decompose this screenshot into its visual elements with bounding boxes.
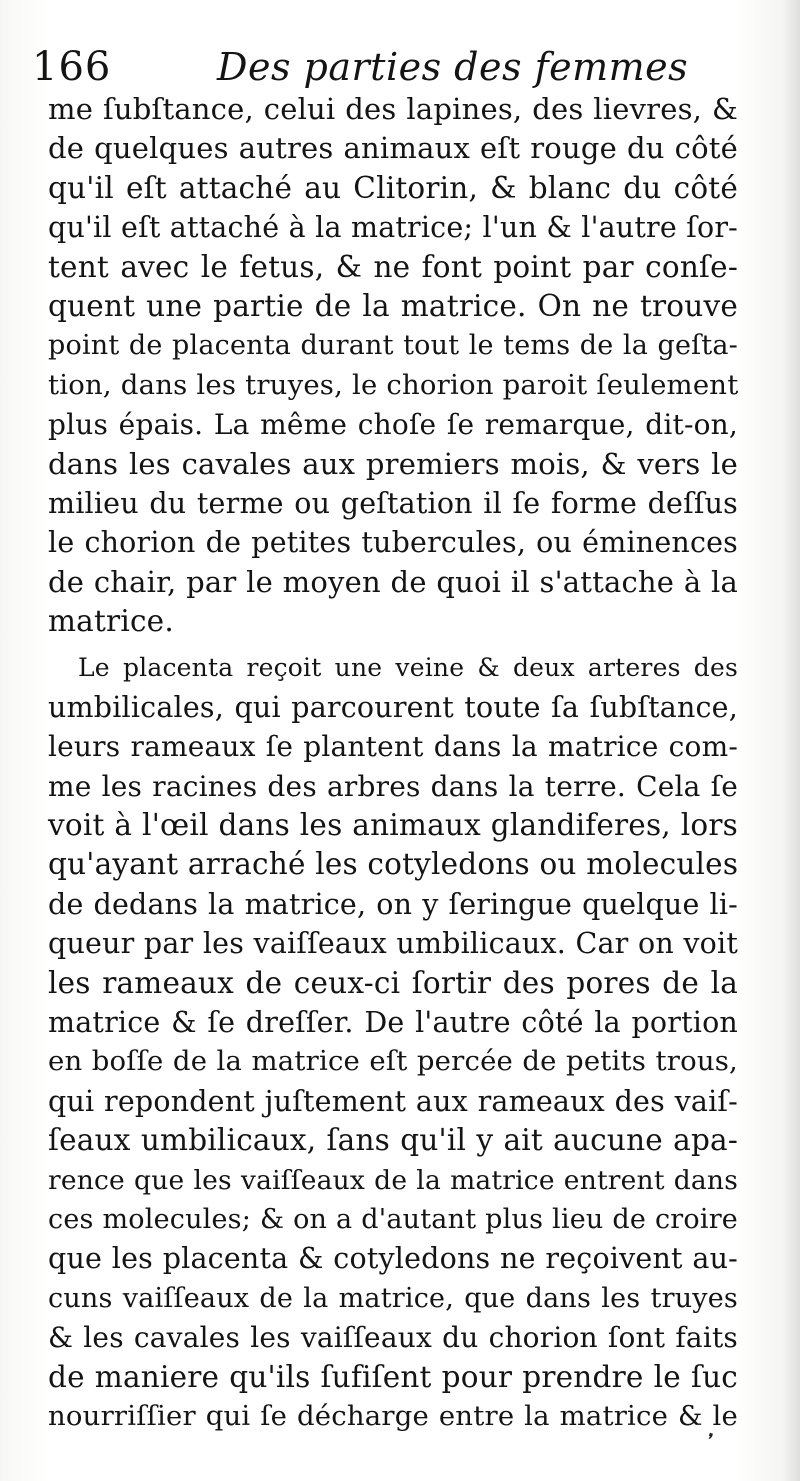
text-line: voit à l'œil dans les animaux glandiferes, lors bbox=[48, 808, 738, 843]
text-line: umbilicales, qui parcourent toute ſa ſubſtance, bbox=[48, 690, 738, 724]
text-line: queur par les vaiſſeaux umbilicaux. Car on voit bbox=[48, 927, 738, 961]
paragraph-1 bbox=[48, 90, 738, 641]
text-line: nourriſſier qui ſe décharge entre la matrice & le bbox=[48, 1399, 738, 1432]
text-line: qu'ayant arraché les cotyledons ou molecules bbox=[48, 847, 739, 882]
body-text bbox=[48, 90, 738, 1436]
text-line: cuns vaiſſeaux de la matrice, que dans les truyes bbox=[48, 1282, 738, 1314]
text-line: qu'il eſt attaché à la matrice; l'un & l'autre ſor- bbox=[48, 211, 738, 245]
text-line: tion, dans les truyes, le chorion paroit ſeulement bbox=[48, 368, 739, 401]
text-line: me les racines des arbres dans la terre. Cela ſe bbox=[48, 769, 738, 803]
text-line: de chair, par le moyen de quoi il s'attache à la bbox=[48, 564, 738, 599]
text-line: qu'il eſt attaché au Clitorin, & blanc du côté bbox=[48, 170, 738, 205]
paragraph-2 bbox=[48, 648, 738, 1436]
text-line: matrice. bbox=[48, 604, 174, 639]
text-line: qui repondent juſtement aux rameaux des vaiſ- bbox=[48, 1084, 738, 1118]
text-line: & les cavales les vaiſſeaux du chorion ſont faits bbox=[48, 1321, 738, 1355]
text-line: me ſubſtance, celui des lapines, des lievres, & bbox=[48, 92, 738, 126]
text-line: Le placenta reçoit une veine & deux arteres des bbox=[78, 653, 738, 683]
text-line: matrice & ſe dreſſer. De l'autre côté la portion bbox=[48, 1005, 738, 1039]
text-line: leurs rameaux ſe plantent dans la matrice com- bbox=[48, 730, 738, 764]
text-line: le chorion de petites tubercules, ou éminences bbox=[48, 526, 738, 560]
text-line: point de placenta durant tout le tems de la geſta- bbox=[48, 330, 738, 362]
paragraph-gap bbox=[48, 641, 738, 648]
page-number: 166 bbox=[32, 44, 112, 90]
text-line: les rameaux de ceux-ci ſortir des pores de la bbox=[48, 965, 738, 1000]
text-line: dans les cavales aux premiers mois, & vers le bbox=[48, 446, 738, 481]
running-title: Des parties des femmes bbox=[217, 45, 689, 89]
text-line: milieu du terme ou geſtation il ſe forme deſſus bbox=[48, 486, 738, 520]
page-edge-shadow bbox=[782, 0, 800, 1481]
text-line: tent avec le fetus, & ne font point par conſe- bbox=[48, 249, 738, 284]
text-line: que les placenta & cotyledons ne reçoivent au- bbox=[48, 1242, 738, 1276]
text-line: ſeaux umbilicaux, ſans qu'il y ait aucune apa- bbox=[48, 1123, 738, 1158]
text-line: de maniere qu'ils ſufiſent pour prendre le ſuc bbox=[48, 1359, 738, 1394]
text-line: plus épais. La même choſe ſe remarque, dit-on, bbox=[48, 408, 738, 442]
running-head bbox=[32, 42, 772, 92]
text-line: ces molecules; & on a d'autant plus lieu de croire bbox=[48, 1203, 738, 1235]
text-line: quent une partie de la matrice. On ne trouve bbox=[48, 288, 738, 323]
ink-speck: ❜ bbox=[702, 1429, 716, 1452]
text-line: en boſſe de la matrice eſt percée de petits trous, bbox=[48, 1045, 738, 1078]
text-line: de dedans la matrice, on y ſeringue quelque li- bbox=[48, 887, 738, 921]
text-line: de quelques autres animaux eſt rouge du côté bbox=[48, 131, 738, 166]
text-line: rence que les vaiſſeaux de la matrice entrent dans bbox=[48, 1164, 738, 1196]
